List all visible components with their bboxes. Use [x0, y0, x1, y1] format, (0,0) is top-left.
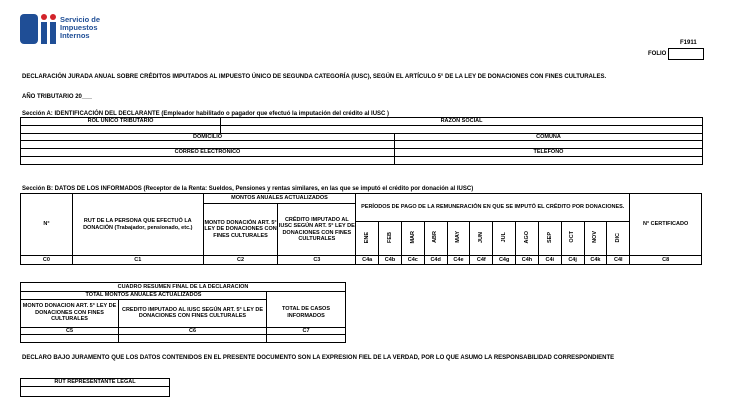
month-header	[424, 222, 447, 256]
month-header	[561, 222, 584, 256]
column-code: C4a	[356, 256, 379, 265]
month-label: AGO	[523, 230, 530, 244]
razon-header: RAZON SOCIAL	[221, 118, 703, 126]
month-label: ABR	[432, 231, 439, 244]
logo-line: Servicio de	[60, 15, 101, 24]
month-label: MAR	[409, 230, 416, 244]
summary-code-c7: C7	[267, 327, 346, 335]
logo-line: Internos	[60, 31, 90, 40]
month-label: DIC	[615, 232, 622, 242]
month-header	[516, 222, 539, 256]
rol-header: ROL ÚNICO TRIBUTARIO	[21, 118, 221, 126]
telefono-cell[interactable]	[395, 156, 703, 164]
month-header	[379, 222, 402, 256]
tax-year: AÑO TRIBUTARIO 20___	[22, 94, 92, 100]
column-code: C4i	[538, 256, 561, 265]
month-label: FEB	[386, 231, 393, 243]
column-code: C0	[21, 256, 73, 265]
column-code: C4h	[516, 256, 539, 265]
summary-totales: TOTAL MONTOS ANUALES ACTUALIZADOS	[21, 292, 267, 300]
summary-c5-cell[interactable]	[21, 335, 119, 343]
month-header	[538, 222, 561, 256]
column-code: C8	[630, 256, 702, 265]
section-b-table	[20, 193, 702, 265]
rut-header: RUT DE LA PERSONA QUE EFECTUÓ LA DONACIÓN (Trabajador, pensionado, etc.)	[72, 194, 203, 256]
month-label: MAY	[455, 231, 462, 244]
column-code: C4g	[493, 256, 516, 265]
month-label: SEP	[546, 231, 553, 243]
section-a-title: Sección A: IDENTIFICACIÓN DEL DECLARANTE (Empleador habilitado o pagador que efectuó la imputación del crédito al IUSC )	[22, 111, 390, 117]
column-code: C3	[278, 256, 356, 265]
rut-rep-header: RUT REPRESENTANTE LEGAL	[21, 379, 170, 387]
logo-text	[60, 16, 100, 40]
column-code: C2	[203, 256, 278, 265]
month-header	[356, 222, 379, 256]
summary-title: CUADRO RESUMEN FINAL DE LA DECLARACION	[21, 283, 346, 292]
summary-col3: TOTAL DE CASOS INFORMADOS	[267, 299, 346, 327]
month-label: ENE	[363, 231, 370, 243]
month-header	[470, 222, 493, 256]
credito-header: CRÉDITO IMPUTADO AL IUSC SEGÚN ART. 5° LEY DE DONACIONES CON FINES CULTURALES	[278, 204, 356, 256]
summary-col2: CREDITO IMPUTADO AL IUSC SEGÚN ART. 5° LEY DE DONACIONES CON FINES CULTURALES	[119, 299, 267, 327]
razon-cell[interactable]	[221, 125, 703, 133]
month-header	[584, 222, 607, 256]
column-code: C4b	[379, 256, 402, 265]
column-code: C4c	[401, 256, 424, 265]
column-code: C4d	[424, 256, 447, 265]
summary-table	[20, 282, 346, 343]
montos-header: MONTOS ANUALES ACTUALIZADOS	[203, 194, 356, 204]
month-header	[447, 222, 470, 256]
telefono-header: TELEFONO	[395, 149, 703, 157]
summary-blank	[267, 292, 346, 300]
month-header	[607, 222, 630, 256]
folio-label: FOLIO	[648, 51, 667, 57]
column-code: C4j	[561, 256, 584, 265]
month-label: JUL	[500, 232, 507, 243]
section-b-title: Sección B: DATOS DE LOS INFORMADOS (Receptor de la Renta: Sueldos, Pensiones y rentas similares, en las que se imputó el crédito por donación al IUSC)	[22, 186, 474, 192]
form-title: DECLARACIÓN JURADA ANUAL SOBRE CRÉDITOS IMPUTADOS AL IMPUESTO ÚNICO DE SEGUNDA CATEGORÍA (IUSC), SEGÚN EL ARTÍCULO 5° DE LA LEY DE DONACIONES CON FINES CULTURALES.	[22, 74, 607, 80]
section-a-table	[20, 117, 703, 165]
comuna-header: COMUNA	[395, 133, 703, 141]
monto-donacion-header: MONTO DONACIÓN ART. 5° LEY DE DONACIONES CON FINES CULTURALES	[203, 204, 278, 256]
logo-i-shape	[41, 22, 47, 44]
column-code: C4l	[607, 256, 630, 265]
form-code: F1911	[680, 40, 697, 46]
rol-cell[interactable]	[21, 125, 221, 133]
logo-dot	[41, 14, 47, 20]
month-header	[493, 222, 516, 256]
month-label: OCT	[569, 231, 576, 244]
rut-rep-table	[20, 378, 170, 397]
column-code: C4e	[447, 256, 470, 265]
month-header	[401, 222, 424, 256]
rut-rep-cell[interactable]	[21, 386, 170, 396]
declaration-text: DECLARO BAJO JURAMENTO QUE LOS DATOS CONTENIDOS EN EL PRESENTE DOCUMENTO SON LA EXPRESION FIEL DE LA VERDAD, POR LO QUE ASUMO LA RESPONSABILIDAD CORRESPONDIENTE	[22, 355, 615, 361]
logo-i-shape	[50, 22, 56, 44]
domicilio-header: DOMICILIO	[21, 133, 395, 141]
folio-field[interactable]	[668, 48, 704, 60]
domicilio-cell[interactable]	[21, 141, 395, 149]
summary-c7-cell[interactable]	[267, 335, 346, 343]
logo-s-shape	[20, 14, 38, 44]
summary-col1: MONTO DONACION ART. 5° LEY DE DONACIONES CON FINES CULTURALES	[21, 299, 119, 327]
summary-c6-cell[interactable]	[119, 335, 267, 343]
column-code: C1	[72, 256, 203, 265]
correo-cell[interactable]	[21, 156, 395, 164]
num-header: N°	[21, 194, 73, 256]
summary-code-c6: C6	[119, 327, 267, 335]
month-label: NOV	[592, 231, 599, 244]
column-code: C4f	[470, 256, 493, 265]
sii-logo	[20, 12, 110, 46]
month-label: JUN	[478, 231, 485, 243]
logo-dot	[50, 14, 56, 20]
periodos-header: PERÍODOS DE PAGO DE LA REMUNERACIÓN EN QUE SE IMPUTÓ EL CRÉDITO POR DONACIONES.	[356, 194, 630, 222]
summary-code-c5: C5	[21, 327, 119, 335]
logo-line: Impuestos	[60, 23, 98, 32]
correo-header: CORREO ELECTRÓNICO	[21, 149, 395, 157]
certificado-header: N° CERTIFICADO	[630, 194, 702, 256]
comuna-cell[interactable]	[395, 141, 703, 149]
column-code: C4k	[584, 256, 607, 265]
